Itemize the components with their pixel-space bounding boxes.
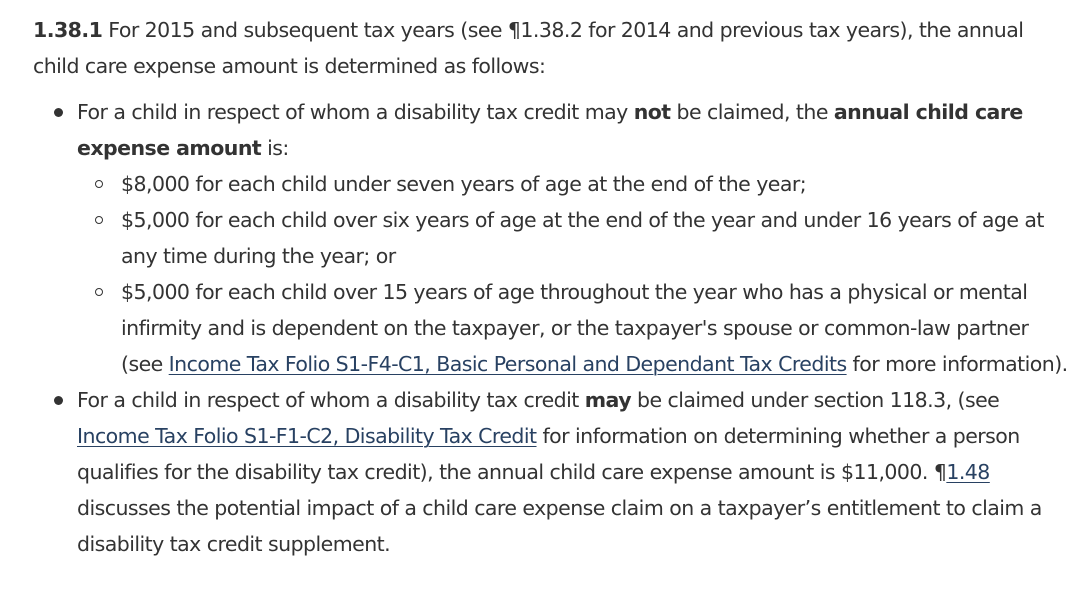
bullet-list	[33, 94, 1073, 562]
folio-s1-f4-c1-link[interactable]: Income Tax Folio S1-F4-C1, Basic Personal and Dependant Tax Credits	[168, 352, 847, 376]
sub-item-text: for more information).	[846, 352, 1068, 376]
document-body	[33, 12, 1073, 562]
sub-list-item	[121, 202, 1073, 274]
bold-text: not	[633, 100, 671, 124]
sub-list-item	[121, 166, 1073, 202]
sub-item-text: $5,000 for each child over six years of age at the end of the year and under 16 years of age at any time during the year; or	[121, 208, 1044, 268]
bold-text: annual child care expense amount	[77, 100, 1023, 160]
bold-text: may	[584, 388, 632, 412]
bullet-text: for information on determining whether a person qualifies for the disability tax credit), the annual child care expense amount is $11,000.	[77, 424, 1020, 484]
list-item	[77, 94, 1073, 382]
bullet-text: be claimed, the	[670, 100, 834, 124]
intro-text: For 2015 and subsequent tax years (see ¶1.38.2 for 2014 and previous tax years), the annual child care expense amount is determined as follows:	[33, 18, 1024, 78]
bullet-text: For a child in respect of whom a disability tax credit may	[77, 100, 634, 124]
bullet-text: be claimed under section 118.3, (see	[631, 388, 1000, 412]
paragraph-mark: ¶	[933, 460, 947, 484]
list-item	[77, 382, 1073, 562]
sub-list-item	[121, 274, 1073, 382]
sub-list	[77, 166, 1073, 382]
sub-item-text: $5,000 for each child over 15 years of age throughout the year who has a physical or mental infirmity and is dependent on the taxpayer, or the taxpayer's spouse or common-law partner (see	[121, 280, 1029, 376]
sub-item-text: $8,000 for each child under seven years of age at the end of the year;	[121, 172, 807, 196]
paragraph-number: 1.38.1	[33, 18, 103, 42]
paragraph-1-48-link[interactable]: 1.48	[946, 460, 990, 484]
bullet-text: For a child in respect of whom a disability tax credit	[77, 388, 585, 412]
bullet-text: discusses the potential impact of a child care expense claim on a taxpayer’s entitlement to claim a disability tax credit supplement.	[77, 496, 1042, 556]
intro-paragraph	[33, 12, 1073, 84]
bullet-text: is:	[261, 136, 289, 160]
folio-s1-f1-c2-link[interactable]: Income Tax Folio S1-F1-C2, Disability Tax Credit	[77, 424, 537, 448]
